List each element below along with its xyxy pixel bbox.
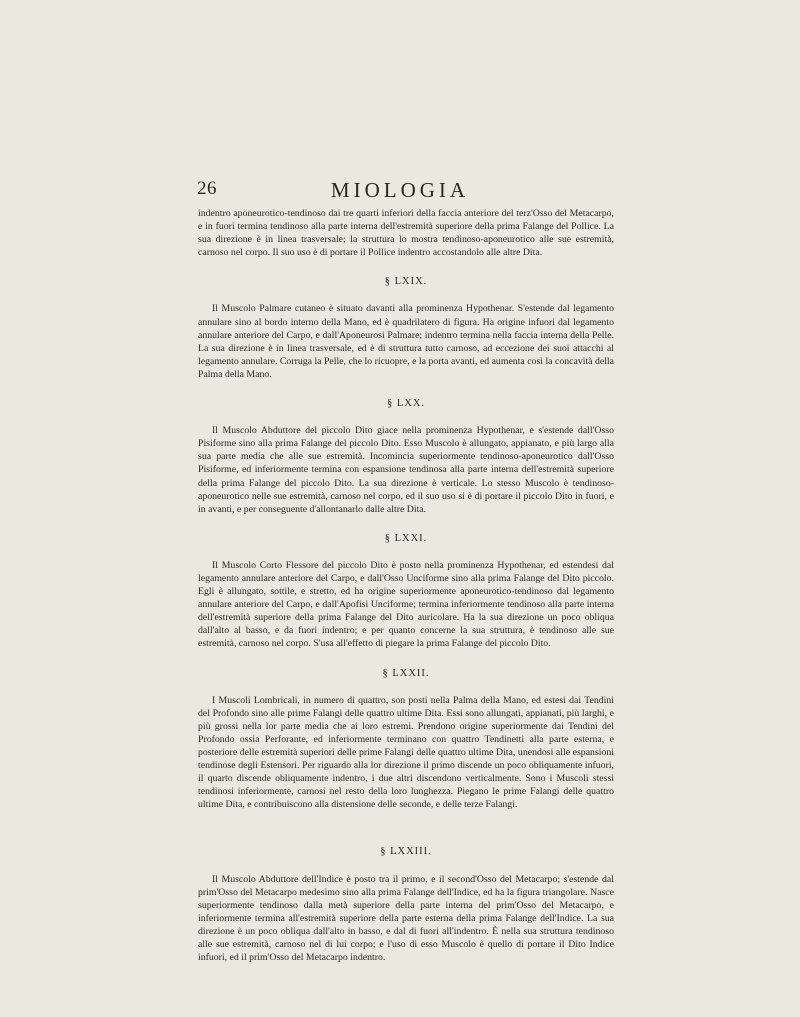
running-title: MIOLOGIA xyxy=(330,178,470,202)
section-heading-lxxii: § LXXII. xyxy=(382,667,430,679)
page-body xyxy=(198,207,614,964)
section-paragraph-lxxi: Il Muscolo Corto Flessore del piccolo Dito è posto nella prominenza Hypothenar, ed estendesi dal legamento annulare anteriore del Carpo, e dall'Osso Unciforme sino alla prima Falange del Dito piccolo. Egli è allungato, sottile, e stretto, ed ha origine superiormente aponeurotico-tendinoso dal legamento annulare anteriore del Carpo, e dall'Apofisi Unciforme; termina inferiormente tendinoso alla parte interna dell'estremità superiore della prima Falange del Dito auricolare. Ha la sua direzione un poco obliqua dall'alto al basso, e da fuori indentro; e per quanto concerne la sua struttura, è tendinoso alle sue estremità, carnoso nel corpo. S'usa all'effetto di piegare la prima Falange del piccolo Dito. xyxy=(198,559,614,650)
section-heading-lxix: § LXIX. xyxy=(384,276,428,288)
section-heading-lxx: § LXX. xyxy=(386,398,426,410)
page-header xyxy=(0,178,800,202)
section-heading-lxxi: § LXXI. xyxy=(384,532,428,544)
page-number: 26 xyxy=(197,178,217,199)
intro-paragraph: indentro aponeurotico-tendinoso dai tre quarti inferiori della faccia anteriore del terz'Osso del Metacarpo, e in fuori termina tendinoso alla parte interna dell'estremità superiore della prima Falange del Pollice. La sua direzione è in linea trasversale; la struttura lo mostra tendinoso-aponeurotico alle sue estremità, carnoso nel corpo. Il suo uso è di portare il Pollice indentro accostandolo alle altre Dita. xyxy=(198,208,614,259)
section-paragraph-lxx: Il Muscolo Abduttore del piccolo Dito giace nella prominenza Hypothenar, e s'estende dall'Osso Pisiforme sino alla prima Falange del piccolo Dito. Esso Muscolo è allungato, appianato, e più largo alla sua parte media che alle sue estremità. Incomincia superiormente tendinoso-aponeurotico dall'Osso Pisiforme, ed inferiormente termina con espansione tendinosa alla parte interna dell'estremità superiore della prima Falange del piccolo Dito. La sua direzione è verticale. Lo stesso Muscolo è tendinoso-aponeurotico nelle sue estremità, carnoso nel corpo, ed il suo uso si è di portare il piccolo Dito in fuori, e in avanti, e per conseguente d'allontanarlo dalle altre Dita. xyxy=(198,425,614,515)
section-paragraph-lxxii: I Muscoli Lombricali, in numero di quattro, son posti nella Palma della Mano, ed estesi dai Tendini del Profondo sino alle prime Falangi delle quattro ultime Dita. Essi sono allungati, appianati, più larghi, e più grossi nella lor parte media che ai loro estremi. Prendono origine superiormente dai Tendini del Profondo ossia Perforante, ed inferiormente terminano con quattro Tendinetti alla parte esterna, e posteriore delle estremità superiori delle prime Falangi delle quattro ultime Dita, unendosi alle espansioni tendinose degli Estensori. Per riguardo alla lor direzione il primo discende un poco obliquamente infuori, il quarto discende obliquamente indentro, i due altri discendono verticalmente. Sono i Muscoli stessi tendinosi inferiormente, carnosi nel resto della loro lunghezza. Piegano le prime Falangi delle quattro ultime Dita, e contribuiscono alla distensione delle seconde, e delle terze Falangi. xyxy=(198,694,614,811)
section-heading-lxxiii: § LXXIII. xyxy=(380,846,432,858)
section-paragraph-lxxiii: Il Muscolo Abduttore dell'Indice è posto tra il primo, e il second'Osso del Metacarpo; s'estende dal prim'Osso del Metacarpo medesimo sino alla prima Falange dell'Indice, ed ha la figura triangolare. Nasce superiormente tendinoso dalla metà superiore della parte interna del prim'Osso del Metacarpo, e inferiormente termina all'estremità superiore della parte esterna della prima Falange dell'Indice. La sua direzione è un poco obliqua dall'alto in basso, e dal di fuori all'indentro. È nella sua struttura tendinoso alle sue estremità, carnoso nel di lui corpo; e l'uso di esso Muscolo è quello di portare il Dito Indice infuori, ed il prim'Osso del Metacarpo indentro. xyxy=(198,873,614,964)
section-paragraph-lxix: Il Muscolo Palmare cutaneo è situato davanti alla prominenza Hypothenar. S'estende dal legamento annulare sino al bordo interno della Mano, ed è quadrilatero di figura. Ha origine infuori dal legamento annulare anteriore del Carpo, e dall'Aponeurosi Palmare; indentro termina nella faccia interna della Pelle. La sua direzione è in linea trasversale, ed è di struttura tutto carnoso, ad eccezione dei suoi attacchi al legamento annulare. Corruga la Pelle, che lo ricuopre, e la porta avanti, ed aumenta così la concavità della Palma della Mano. xyxy=(198,303,614,380)
